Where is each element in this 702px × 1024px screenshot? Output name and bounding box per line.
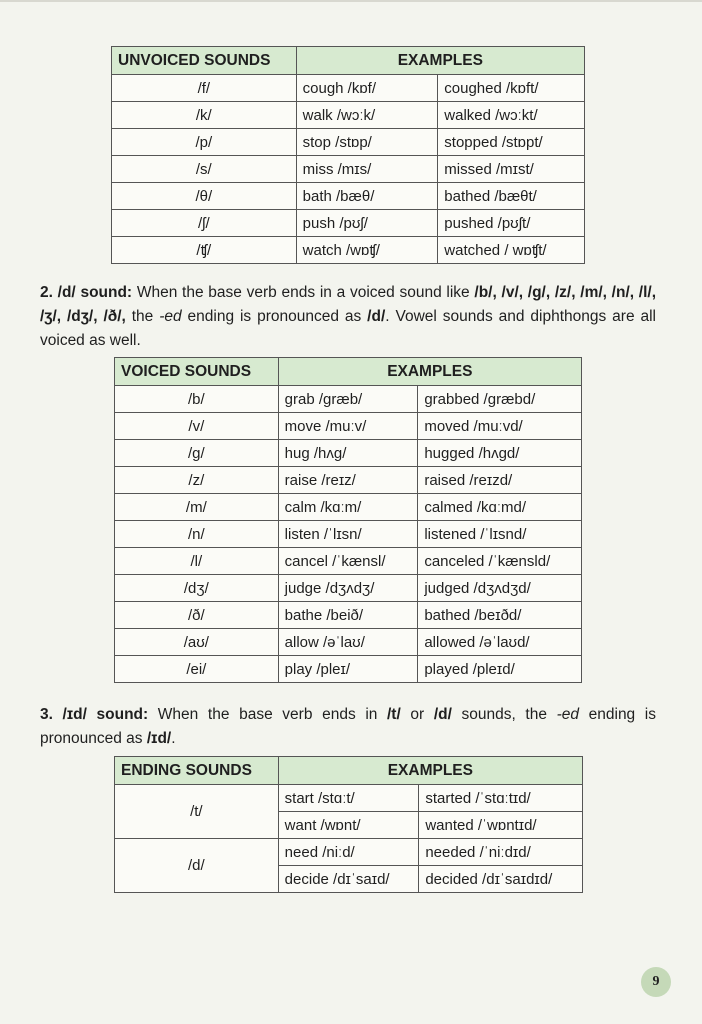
past-verb-cell: canceled /ˈkænsld/ (418, 548, 582, 575)
sound-cell: /n/ (115, 521, 279, 548)
past-verb-cell: coughed /kɒft/ (438, 75, 585, 102)
table-row (112, 237, 585, 264)
section-2-heading: 2. /d/ sound: (40, 284, 133, 301)
base-verb-cell: want /wɒnt/ (278, 812, 419, 839)
sound-cell: /s/ (112, 156, 297, 183)
table-row (115, 656, 582, 683)
unvoiced-sounds-table (111, 46, 585, 264)
sound-cell: /p/ (112, 129, 297, 156)
sound-cell: /ʃ/ (112, 210, 297, 237)
d-sound: /d/ (433, 706, 452, 723)
past-verb-cell: missed /mɪst/ (438, 156, 585, 183)
sound-cell: /k/ (112, 102, 297, 129)
base-verb-cell: judge /dʒʌdʒ/ (278, 575, 418, 602)
section-3-text: or (400, 706, 434, 723)
past-verb-cell: calmed /kɑːmd/ (418, 494, 582, 521)
table-header-row (115, 757, 583, 785)
section-3-paragraph (40, 703, 656, 751)
table-row (112, 75, 585, 102)
column-header-examples: EXAMPLES (296, 47, 584, 75)
base-verb-cell: watch /wɒʧ/ (296, 237, 438, 264)
sound-cell: /ð/ (115, 602, 279, 629)
section-2-text: When the base verb ends in a voiced sound like (132, 284, 475, 301)
table-row (115, 521, 582, 548)
table-row (112, 156, 585, 183)
table-row (115, 440, 582, 467)
section-3-text: When the base verb ends in (148, 706, 387, 723)
past-verb-cell: bathed /bæθt/ (438, 183, 585, 210)
sound-cell: /aʊ/ (115, 629, 279, 656)
past-verb-cell: grabbed /græbd/ (418, 386, 582, 413)
base-verb-cell: walk /wɔːk/ (296, 102, 438, 129)
base-verb-cell: play /pleɪ/ (278, 656, 418, 683)
past-verb-cell: walked /wɔːkt/ (438, 102, 585, 129)
base-verb-cell: stop /stɒp/ (296, 129, 438, 156)
sound-cell: /t/ (115, 785, 279, 839)
voiced-sounds-list: /b/, /v/, /g/, /z/, /m/, /n/, /l/, /ʒ/, /dʒ/, /ð/, (40, 284, 657, 325)
table-header-row (112, 47, 585, 75)
base-verb-cell: hug /hʌg/ (278, 440, 418, 467)
table-row (115, 467, 582, 494)
column-header-examples: EXAMPLES (278, 358, 581, 386)
past-verb-cell: decided /dɪˈsaɪdɪd/ (419, 866, 583, 893)
base-verb-cell: listen /ˈlɪsn/ (278, 521, 418, 548)
past-verb-cell: judged /dʒʌdʒd/ (418, 575, 582, 602)
sound-cell: /z/ (115, 467, 279, 494)
section-2-text: . Vowel sounds and diphthongs are all voiced as well. (40, 308, 656, 349)
base-verb-cell: bathe /beið/ (278, 602, 418, 629)
column-header-sounds: ENDING SOUNDS (115, 757, 279, 785)
ed-suffix: -ed (556, 706, 580, 723)
past-verb-cell: wanted /ˈwɒntɪd/ (419, 812, 583, 839)
base-verb-cell: allow /əˈlaʊ/ (278, 629, 418, 656)
table-row (115, 386, 582, 413)
d-sound: /d/ (367, 308, 386, 325)
base-verb-cell: push /pʊʃ/ (296, 210, 438, 237)
base-verb-cell: calm /kɑːm/ (278, 494, 418, 521)
base-verb-cell: miss /mɪs/ (296, 156, 438, 183)
base-verb-cell: cough /kɒf/ (296, 75, 438, 102)
table-row (115, 629, 582, 656)
table-header-row (115, 358, 582, 386)
base-verb-cell: need /niːd/ (278, 839, 419, 866)
page-top-border (0, 0, 702, 2)
table-row (115, 785, 583, 812)
table-row (112, 210, 585, 237)
t-sound: /t/ (387, 706, 401, 723)
base-verb-cell: bath /bæθ/ (296, 183, 438, 210)
sound-cell: /f/ (112, 75, 297, 102)
sound-cell: /dʒ/ (115, 575, 279, 602)
past-verb-cell: listened /ˈlɪsnd/ (418, 521, 582, 548)
table-row (115, 413, 582, 440)
sound-cell: /ʧ/ (112, 237, 297, 264)
sound-cell: /b/ (115, 386, 279, 413)
past-verb-cell: moved /muːvd/ (418, 413, 582, 440)
past-verb-cell: played /pleɪd/ (418, 656, 582, 683)
sound-cell: /g/ (115, 440, 279, 467)
past-verb-cell: allowed /əˈlaʊd/ (418, 629, 582, 656)
base-verb-cell: decide /dɪˈsaɪd/ (278, 866, 419, 893)
base-verb-cell: raise /reɪz/ (278, 467, 418, 494)
id-sound: /ɪd/ (146, 730, 172, 747)
table-row (115, 494, 582, 521)
sound-cell: /ei/ (115, 656, 279, 683)
section-2-paragraph (40, 281, 656, 353)
table-row (115, 839, 583, 866)
section-3-text: . (171, 730, 176, 747)
table-row (115, 548, 582, 575)
table-row (115, 575, 582, 602)
sound-cell: /l/ (115, 548, 279, 575)
past-verb-cell: raised /reɪzd/ (418, 467, 582, 494)
base-verb-cell: start /stɑːt/ (278, 785, 419, 812)
past-verb-cell: hugged /hʌgd/ (418, 440, 582, 467)
section-2-text: the (125, 308, 160, 325)
section-3-heading: 3. /ɪd/ sound: (40, 706, 149, 723)
past-verb-cell: pushed /pʊʃt/ (438, 210, 585, 237)
past-verb-cell: watched / wɒʧt/ (438, 237, 585, 264)
section-3-text: sounds, the (451, 706, 557, 723)
ed-suffix: -ed (159, 308, 182, 325)
table-row (115, 602, 582, 629)
sound-cell: /m/ (115, 494, 279, 521)
voiced-sounds-table (114, 357, 582, 683)
table-row (112, 102, 585, 129)
sound-cell: /v/ (115, 413, 279, 440)
table-row (112, 129, 585, 156)
base-verb-cell: cancel /ˈkænsl/ (278, 548, 418, 575)
column-header-sounds: UNVOICED SOUNDS (112, 47, 297, 75)
sound-cell: /d/ (115, 839, 279, 893)
past-verb-cell: bathed /beɪðd/ (418, 602, 582, 629)
section-2-text: ending is pronounced as (181, 308, 368, 325)
column-header-examples: EXAMPLES (278, 757, 582, 785)
base-verb-cell: grab /græb/ (278, 386, 418, 413)
past-verb-cell: started /ˈstɑːtɪd/ (419, 785, 583, 812)
base-verb-cell: move /muːv/ (278, 413, 418, 440)
past-verb-cell: needed /ˈniːdɪd/ (419, 839, 583, 866)
page-number: 9 (641, 967, 671, 997)
section-3-text: ending is pronounced as (40, 706, 656, 747)
ending-sounds-table (114, 756, 583, 893)
column-header-sounds: VOICED SOUNDS (115, 358, 279, 386)
sound-cell: /θ/ (112, 183, 297, 210)
past-verb-cell: stopped /stɒpt/ (438, 129, 585, 156)
table-row (112, 183, 585, 210)
